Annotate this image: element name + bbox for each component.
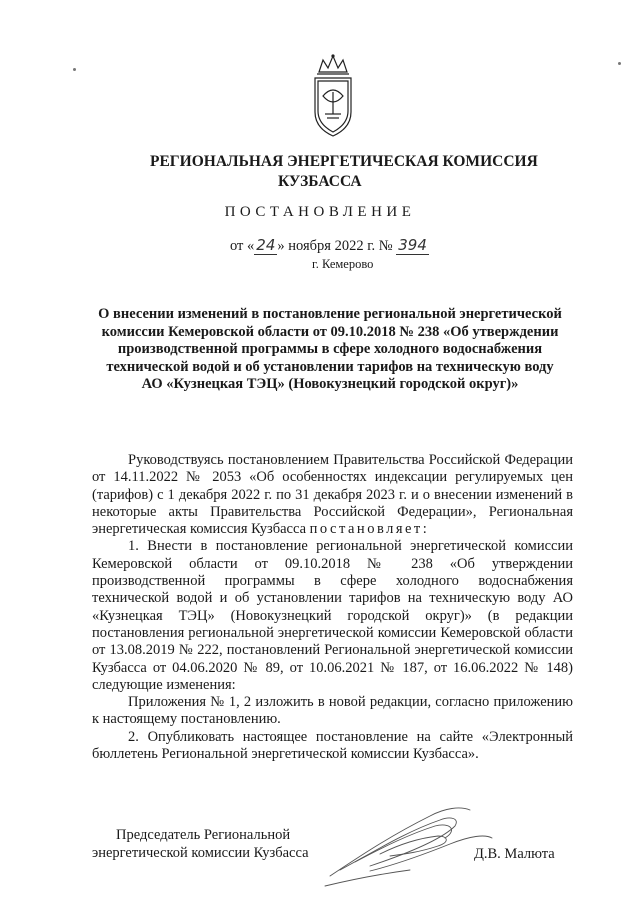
organization-line-2: КУЗБАССА [278, 173, 362, 190]
signatory-name: Д.В. Малюта [474, 846, 555, 862]
document-type: ПОСТАНОВЛЕНИЕ [224, 204, 416, 220]
date-prefix: от « [230, 238, 255, 254]
signatory-title-line-1: Председатель Региональной [116, 827, 291, 843]
signatory-title-line-2: энергетической комиссии Кузбасса [92, 845, 309, 861]
handwritten-day: 24 [256, 236, 276, 254]
coat-of-arms-emblem [309, 52, 357, 138]
handwritten-number: 394 [398, 236, 427, 254]
date-line [230, 236, 530, 255]
paragraph-appendix: Приложения № 1, 2 изложить в новой редакции, согласно приложению к настоящему постановлению. [92, 694, 573, 728]
organization-line-1: РЕГИОНАЛЬНАЯ ЭНЕРГЕТИЧЕСКАЯ КОМИССИЯ [150, 153, 538, 170]
document-body [92, 452, 573, 763]
organization-title [150, 152, 550, 192]
scan-dot [618, 62, 621, 65]
scan-dot [73, 68, 76, 71]
paragraph-1: 1. Внести в постановление региональной энергетической комиссии Кемеровской области от 09.10.2018 № 238 «Об утверждении производственной программы в сфере холодного водоснабжения технической водой и об установлении тарифов на техническую воду АО «Кузнецкая ТЭЦ» (Новокузнецкий городской округ)» (в редакции постановления региональной энергетической комиссии Кемеровской области от 13.08.2019 № 222, постановлений Региональной энергетической комиссии Кузбасса от 04.06.2020 № 89, от 10.06.2021 № 187, от 16.06.2022 № 148) следующие изменения: [92, 538, 573, 693]
resolution-heading: О внесении изменений в постановление региональной энергетической комиссии Кемеровской области от 09.10.2018 № 238 «Об утверждении производственной программы в сфере холодного водоснабжения технической водой и об установлении тарифов на техническую воду АО «Кузнецкая ТЭЦ» (Новокузнецкий городской округ)» [98, 306, 562, 392]
paragraph-2: 2. Опубликовать настоящее постановление на сайте «Электронный бюллетень Региональной энергетической комиссии Кузбасса». [92, 728, 573, 763]
date-middle: » ноября 2022 г. № [277, 238, 397, 254]
signatory-title [92, 826, 309, 862]
paragraph-preamble: Руководствуясь постановлением Правительства Российской Федерации от 14.11.2022 № 2053 «Об особенностях индексации регулируемых цен (тарифов) с 1 декабря 2022 г. по 31 декабря 2023 г. и о внесении изменений в некоторые акты Правительства Российской Федерации», Региональная энергетическая комиссия Кузбасса постановляет: [92, 452, 573, 538]
handwritten-signature [310, 796, 500, 896]
resolves-word: постановляет: [309, 521, 430, 538]
city: г. Кемерово [312, 257, 374, 271]
